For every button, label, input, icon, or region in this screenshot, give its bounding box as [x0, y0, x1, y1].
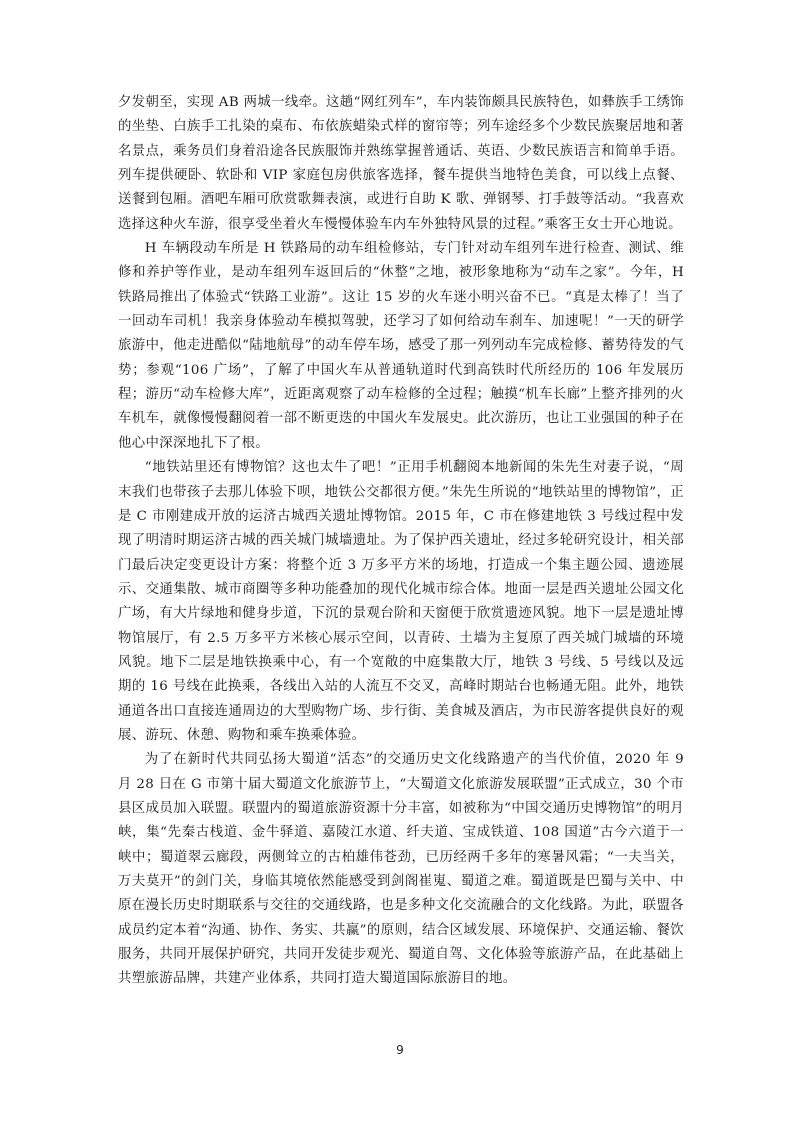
paragraph-4: 为了在新时代共同弘扬大蜀道“活态”的交通历史文化线路遗产的当代价值，2020 年 9 月 28 日在 G 市第十届大蜀道文化旅游节上，“大蜀道文化旅游发展联盟”正式成立，30 个市县区成员加入联盟。联盟内的蜀道旅游资源十分丰富，如被称为“中国交通历史博物馆”的明月峡，集“先秦古栈道、金牛驿道、嘉陵江水道、纤夫道、宝成铁道、108 国道”古今六道于一峡中；蜀道翠云廊段，两侧耸立的古柏雄伟苍劲，已历经两千多年的寒暑风霜；“一夫当关，万夫莫开”的剑门关，身临其境依然能感受到剑阁崔嵬、蜀道之难。蜀道既是巴蜀与关中、中原在漫长历史时期联系与交往的交通线路，也是多种文化交流融合的文化线路。为此，联盟各成员约定本着“沟通、协作、务实、共赢”的原则，结合区域发展、环境保护、交通运输、餐饮服务，共同开展保护研究，共同开发徒步观光、蜀道自驾、文化体验等旅游产品，在此基础上共塑旅游品牌，共建产业体系，共同打造大蜀道国际旅游目的地。: [118, 752, 684, 987]
paragraph-3: “地铁站里还有博物馆？这也太牛了吧！”正用手机翻阅本地新闻的朱先生对妻子说，“周末我们也带孩子去那儿体验下呗，地铁公交都很方便。”朱先生所说的“地铁站里的博物馆”，正是 C 市刚建成开放的运济古城西关遗址博物馆。2015 年，C 市在修建地铁 3 号线过程中发现了明清时期运济古城的西关城门城墙遗址。为了保护西关遗址，经过多轮研究设计，相关部门最后决定变更设计方案：将整个近 3 万多平方米的场地，打造成一个集主题公园、遗迹展示、交通集散、城市商圈等多种功能叠加的现代化城市综合体。地面一层是西关遗址公园文化广场，有大片绿地和健身步道，下沉的景观台阶和天窗便于欣赏遗迹风貌。地下一层是遗址博物馆展厅，有 2.5 万多平方米核心展示空间，以青砖、土墙为主复原了西关城门城墙的环境风貌。地下二层是地铁换乘中心，有一个宽敞的中庭集散大厅，地铁 3 号线、5 号线以及远期的 16 号线在此换乘，各线出入站的人流互不交叉，高峰时期站台也畅通无阻。此外，地铁通道各出口直接连通周边的大型购物广场、步行街、美食城及酒店，为市民游客提供良好的观展、游玩、休憩、购物和乘车换乘体验。: [118, 460, 684, 743]
page-number: 9: [396, 1043, 404, 1057]
paragraph-2: H 车辆段动车所是 H 铁路局的动车组检修站，专门针对动车组列车进行检查、测试、维修和养护等作业，是动车组列车返回后的“休整”之地，被形象地称为“动车之家”。今年，H 铁路局推出了体验式“铁路工业游”。这让 15 岁的火车迷小明兴奋不已。“真是太棒了！当了一回动车司机！我亲身体验动车模拟驾驶，还学习了如何给动车刹车、加速呢！”一天的研学旅游中，他走进酷似“陆地航母”的动车停车场，感受了那一列列动车完成检修、蓄势待发的气势；参观“106 广场”，了解了中国火车从普通轨道时代到高铁时代所经历的 106 年发展历程；游历“动车检修大库”，近距离观察了动车检修的全过程；触摸“机车长廊”上整齐排列的火车机车，就像慢慢翻阅着一部不断更迭的中国火车发展史。此次游历，也让工业强国的种子在他心中深深地扎下了根。: [118, 241, 684, 451]
body-text: [118, 91, 684, 992]
paragraph-1: 夕发朝至，实现 AB 两城一线牵。这趟“网红列车”，车内装饰颇具民族特色，如彝族手工绣饰的坐垫、白族手工扎染的桌布、布依族蜡染式样的窗帘等；列车途经多个少数民族聚居地和著名景点，乘务员们身着沿途各民族服饰并熟练掌握普通话、英语、少数民族语言和简单手语。列车提供硬卧、软卧和 VIP 家庭包房供旅客选择，餐车提供当地特色美食，可以线上点餐、送餐到包厢。酒吧车厢可欣赏歌舞表演，或进行自助 K 歌、弹钢琴、打手鼓等活动。“我喜欢选择这种火车游，很享受坐着火车慢慢体验车内车外独特风景的过程。”乘客王女士开心地说。: [118, 95, 684, 232]
